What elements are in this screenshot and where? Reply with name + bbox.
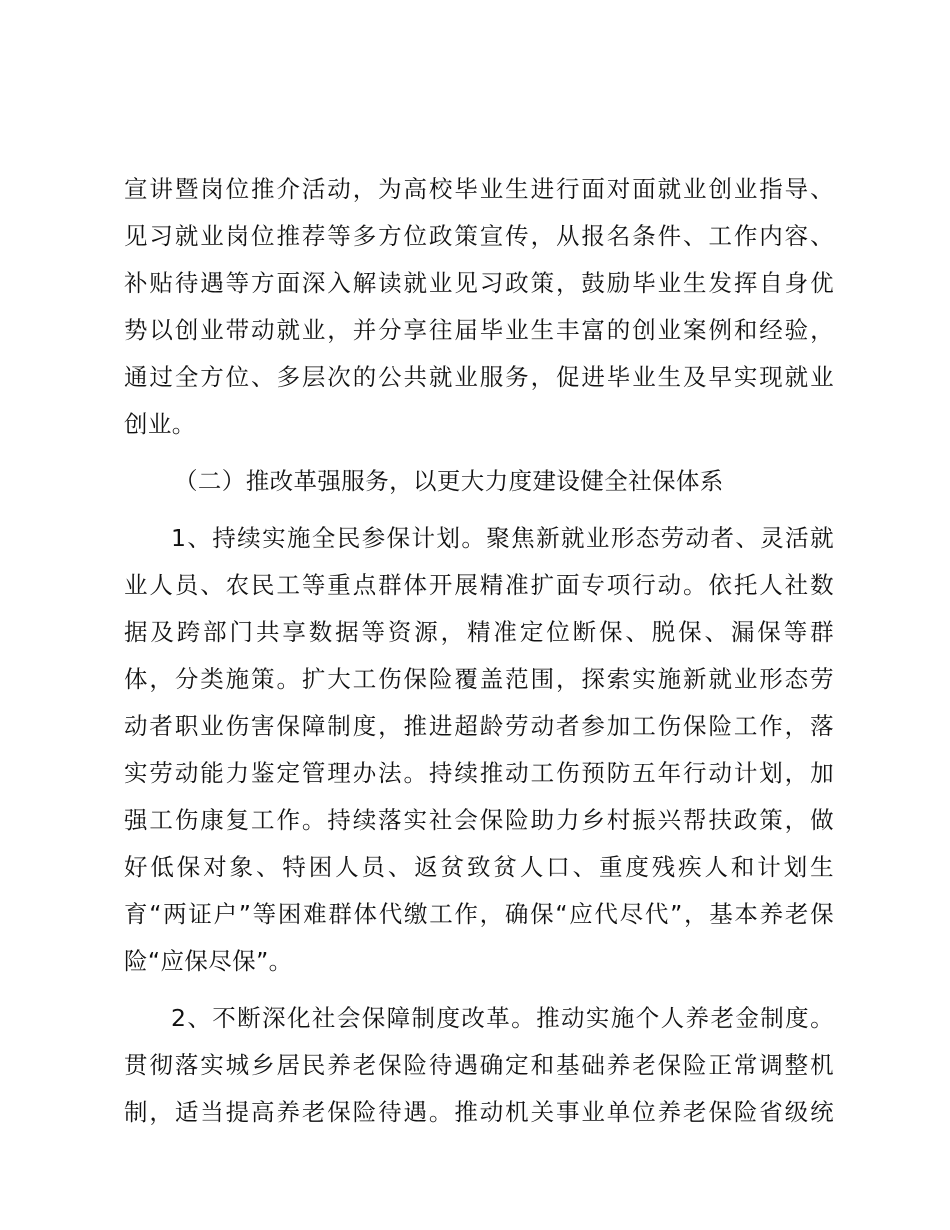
text-line: 实劳动能力鉴定管理办法。持续推动工伤预防五年行动计划，加 <box>124 759 834 787</box>
paragraph-employment-services <box>124 166 834 448</box>
text-line: 制，适当提高养老保险待遇。推动机关事业单位养老保险省级统 <box>124 1098 834 1126</box>
text-line: 创业。 <box>124 410 196 438</box>
paragraph-security-reform <box>124 995 834 1136</box>
paragraph-gap <box>124 448 834 458</box>
text-line: 据及跨部门共享数据等资源，精准定位断保、脱保、漏保等群 <box>124 618 834 646</box>
document-body <box>124 166 834 1136</box>
text-line: 宣讲暨岗位推介活动，为高校毕业生进行面对面就业创业指导、 <box>124 175 834 203</box>
text-line: 险“应保尽保”。 <box>124 947 293 975</box>
text-line: 体，分类施策。扩大工伤保险覆盖范围，探索实施新就业形态劳 <box>124 665 834 693</box>
text-line: 育“两证户”等困难群体代缴工作，确保“应代尽代”，基本养老保 <box>124 900 834 928</box>
section-heading: （二）推改革强服务，以更大力度建设健全社保体系 <box>174 467 724 495</box>
text-line: 动者职业伤害保障制度，推进超龄劳动者参加工伤保险工作，落 <box>124 712 834 740</box>
text-line: 强工伤康复工作。持续落实社会保险助力乡村振兴帮扶政策，做 <box>124 806 834 834</box>
text-line: 补贴待遇等方面深入解读就业见习政策，鼓励毕业生发挥自身优 <box>124 269 834 297</box>
text-line: 业人员、农民工等重点群体开展精准扩面专项行动。依托人社数 <box>124 571 834 599</box>
text-line: 好低保对象、特困人员、返贫致贫人口、重度残疾人和计划生 <box>124 853 834 881</box>
paragraph-gap <box>124 985 834 995</box>
text-line: 2、不断深化社会保障制度改革。推动实施个人养老金制度。 <box>171 1004 834 1032</box>
text-line: 贯彻落实城乡居民养老保险待遇确定和基础养老保险正常调整机 <box>124 1051 834 1079</box>
text-line: 势以创业带动就业，并分享往届毕业生丰富的创业案例和经验， <box>124 316 834 344</box>
text-line: 通过全方位、多层次的公共就业服务，促进毕业生及早实现就业 <box>124 363 834 391</box>
paragraph-social-insurance <box>124 515 834 985</box>
text-line: 见习就业岗位推荐等多方位政策宣传，从报名条件、工作内容、 <box>124 222 834 250</box>
text-line: 1、持续实施全民参保计划。聚焦新就业形态劳动者、灵活就 <box>171 524 834 552</box>
paragraph-gap <box>124 505 834 515</box>
